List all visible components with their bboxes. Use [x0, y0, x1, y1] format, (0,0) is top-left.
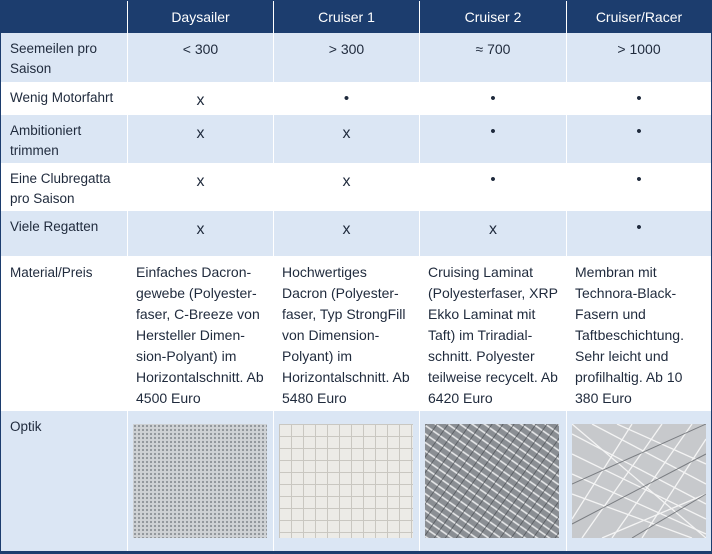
membrane-fiber-texture-image: [572, 424, 706, 538]
row-label: Ambitioniert trimmen: [1, 115, 128, 163]
cell-cruiser-racer: •: [636, 90, 642, 107]
cell-daysailer: Einfaches Dacron-gewebe (Polyester-faser, C-Breeze von Hersteller Dimen-sion-Polyant) im Horizontalschnitt. Ab 4500 Euro: [128, 256, 274, 411]
cell-daysailer: x: [128, 115, 274, 163]
cell-cruiser-1: •: [274, 82, 420, 115]
dacron-weave-texture-image: [133, 424, 267, 538]
row-label: Eine Clubregatta pro Saison: [1, 163, 128, 211]
row-motorfahrt: [1, 82, 711, 115]
row-clubregatta: [1, 163, 711, 211]
cell-cruiser-racer: •: [636, 123, 642, 140]
cell-cruiser-2: Cruising Laminat (Polyesterfaser, XRP Ekko Laminat mit Taft) im Triradial-schnitt. Polyester teilweise recycelt. Ab 6420 Euro: [420, 256, 567, 411]
header-cruiser-1: Cruiser 1: [274, 1, 420, 33]
header-cruiser-racer: Cruiser/Racer: [595, 9, 683, 25]
header-daysailer: Daysailer: [128, 1, 274, 33]
cell-cruiser-2: x: [420, 211, 567, 256]
header-row: [1, 1, 711, 33]
cell-cruiser-racer: [567, 411, 711, 551]
row-trimmen: [1, 115, 711, 163]
cell-daysailer: x: [128, 163, 274, 211]
cell-daysailer: x: [128, 82, 274, 115]
row-material: [1, 256, 711, 411]
cell-daysailer: x: [128, 211, 274, 256]
strongfill-grid-texture-image: [279, 424, 413, 538]
cell-cruiser-1: x: [274, 115, 420, 163]
laminate-diagonal-texture-image: [425, 424, 559, 538]
row-label: Optik: [1, 411, 128, 551]
cell-cruiser-racer: > 1000: [617, 41, 661, 57]
row-label: Wenig Motorfahrt: [1, 82, 128, 115]
row-optik: [1, 411, 711, 551]
cell-cruiser-racer: •: [636, 171, 642, 188]
cell-cruiser-2: [420, 411, 567, 551]
row-seemeilen: [1, 33, 711, 82]
cell-cruiser-2: •: [420, 82, 567, 115]
cell-cruiser-1: [274, 411, 420, 551]
cell-daysailer: < 300: [128, 33, 274, 82]
row-label: Seemeilen pro Saison: [1, 33, 128, 82]
cell-cruiser-1: x: [274, 211, 420, 256]
row-regatten: [1, 211, 711, 256]
cell-daysailer: [128, 411, 274, 551]
cell-cruiser-2: •: [420, 163, 567, 211]
cell-cruiser-1: > 300: [274, 33, 420, 82]
header-cruiser-2: Cruiser 2: [420, 1, 567, 33]
cell-cruiser-1: Hochwertiges Dacron (Polyester-faser, Typ StrongFill von Dimension-Polyant) im Horizontalschnitt. Ab 5480 Euro: [274, 256, 420, 411]
cell-cruiser-2: ≈ 700: [420, 33, 567, 82]
header-empty: [1, 1, 128, 33]
cell-cruiser-racer: •: [636, 219, 642, 236]
cell-cruiser-1: x: [274, 163, 420, 211]
row-label: Material/Preis: [1, 256, 128, 411]
cell-cruiser-2: •: [420, 115, 567, 163]
cell-cruiser-racer: Membran mit Technora-Black-Fasern und Taftbeschichtung. Sehr leicht und profilhaltig. Ab 10 380 Euro: [575, 264, 684, 406]
row-label: Viele Regatten: [1, 211, 128, 256]
